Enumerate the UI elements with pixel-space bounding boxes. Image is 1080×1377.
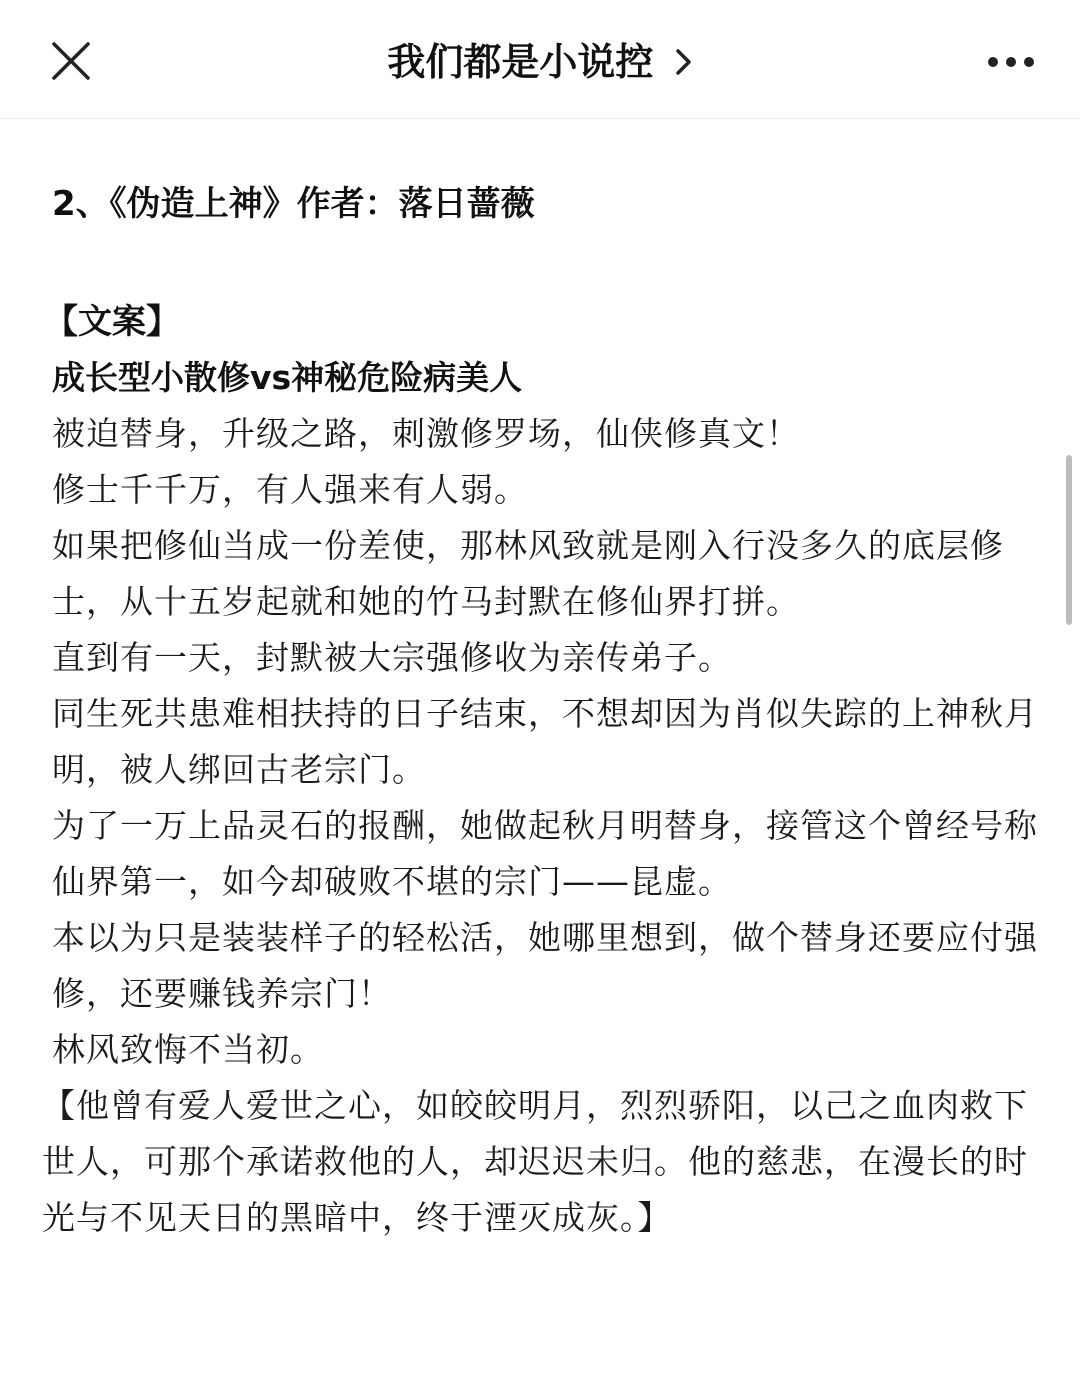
paragraph: 林风致悔不当初。 — [52, 1030, 324, 1069]
top-bar — [0, 0, 1080, 119]
scrollbar[interactable] — [1066, 455, 1072, 625]
chevron-right-icon — [675, 47, 693, 77]
paragraph: 为了一万上品灵石的报酬，她做起秋月明替身，接管这个曾经号称仙界第一，如今却破败不堪的宗门——昆虚。 — [52, 806, 1038, 901]
paragraph: 直到有一天，封默被大宗强修收为亲传弟子。 — [52, 638, 732, 677]
paragraph: 本以为只是装装样子的轻松活，她哪里想到，做个替身还要应付强修，还要赚钱养宗门！ — [52, 918, 1038, 1013]
more-options-button[interactable] — [986, 54, 1036, 70]
paragraph: 同生死共患难相扶持的日子结束，不想却因为肖似失踪的上神秋月明，被人绑回古老宗门。 — [52, 694, 1038, 789]
page-title: 我们都是小说控 — [387, 40, 654, 84]
article-heading: 2、《伪造上神》作者：落日蔷薇 — [52, 184, 535, 224]
paragraph: 修士千千万，有人强来有人弱。 — [52, 470, 528, 509]
paragraph: 如果把修仙当成一份差使，那林风致就是刚入行没多久的底层修士，从十五岁起就和她的竹马封默在修仙界打拼。 — [52, 526, 1004, 621]
account-title-link[interactable] — [0, 34, 1080, 90]
article-body — [42, 176, 1042, 1246]
more-horizontal-icon — [986, 54, 1036, 70]
paragraph: 被迫替身，升级之路，刺激修罗场，仙侠修真文！ — [52, 414, 800, 453]
quote-paragraph: 【他曾有爱人爱世之心，如皎皎明月，烈烈骄阳，以己之血肉救下世人，可那个承诺救他的人，却迟迟未归。他的慈悲，在漫长的时光与不见天日的黑暗中，终于湮灭成灰。】 — [42, 1086, 1028, 1237]
tagline: 成长型小散修vs神秘危险病美人 — [52, 358, 523, 397]
section-label: 【文案】 — [44, 302, 180, 342]
